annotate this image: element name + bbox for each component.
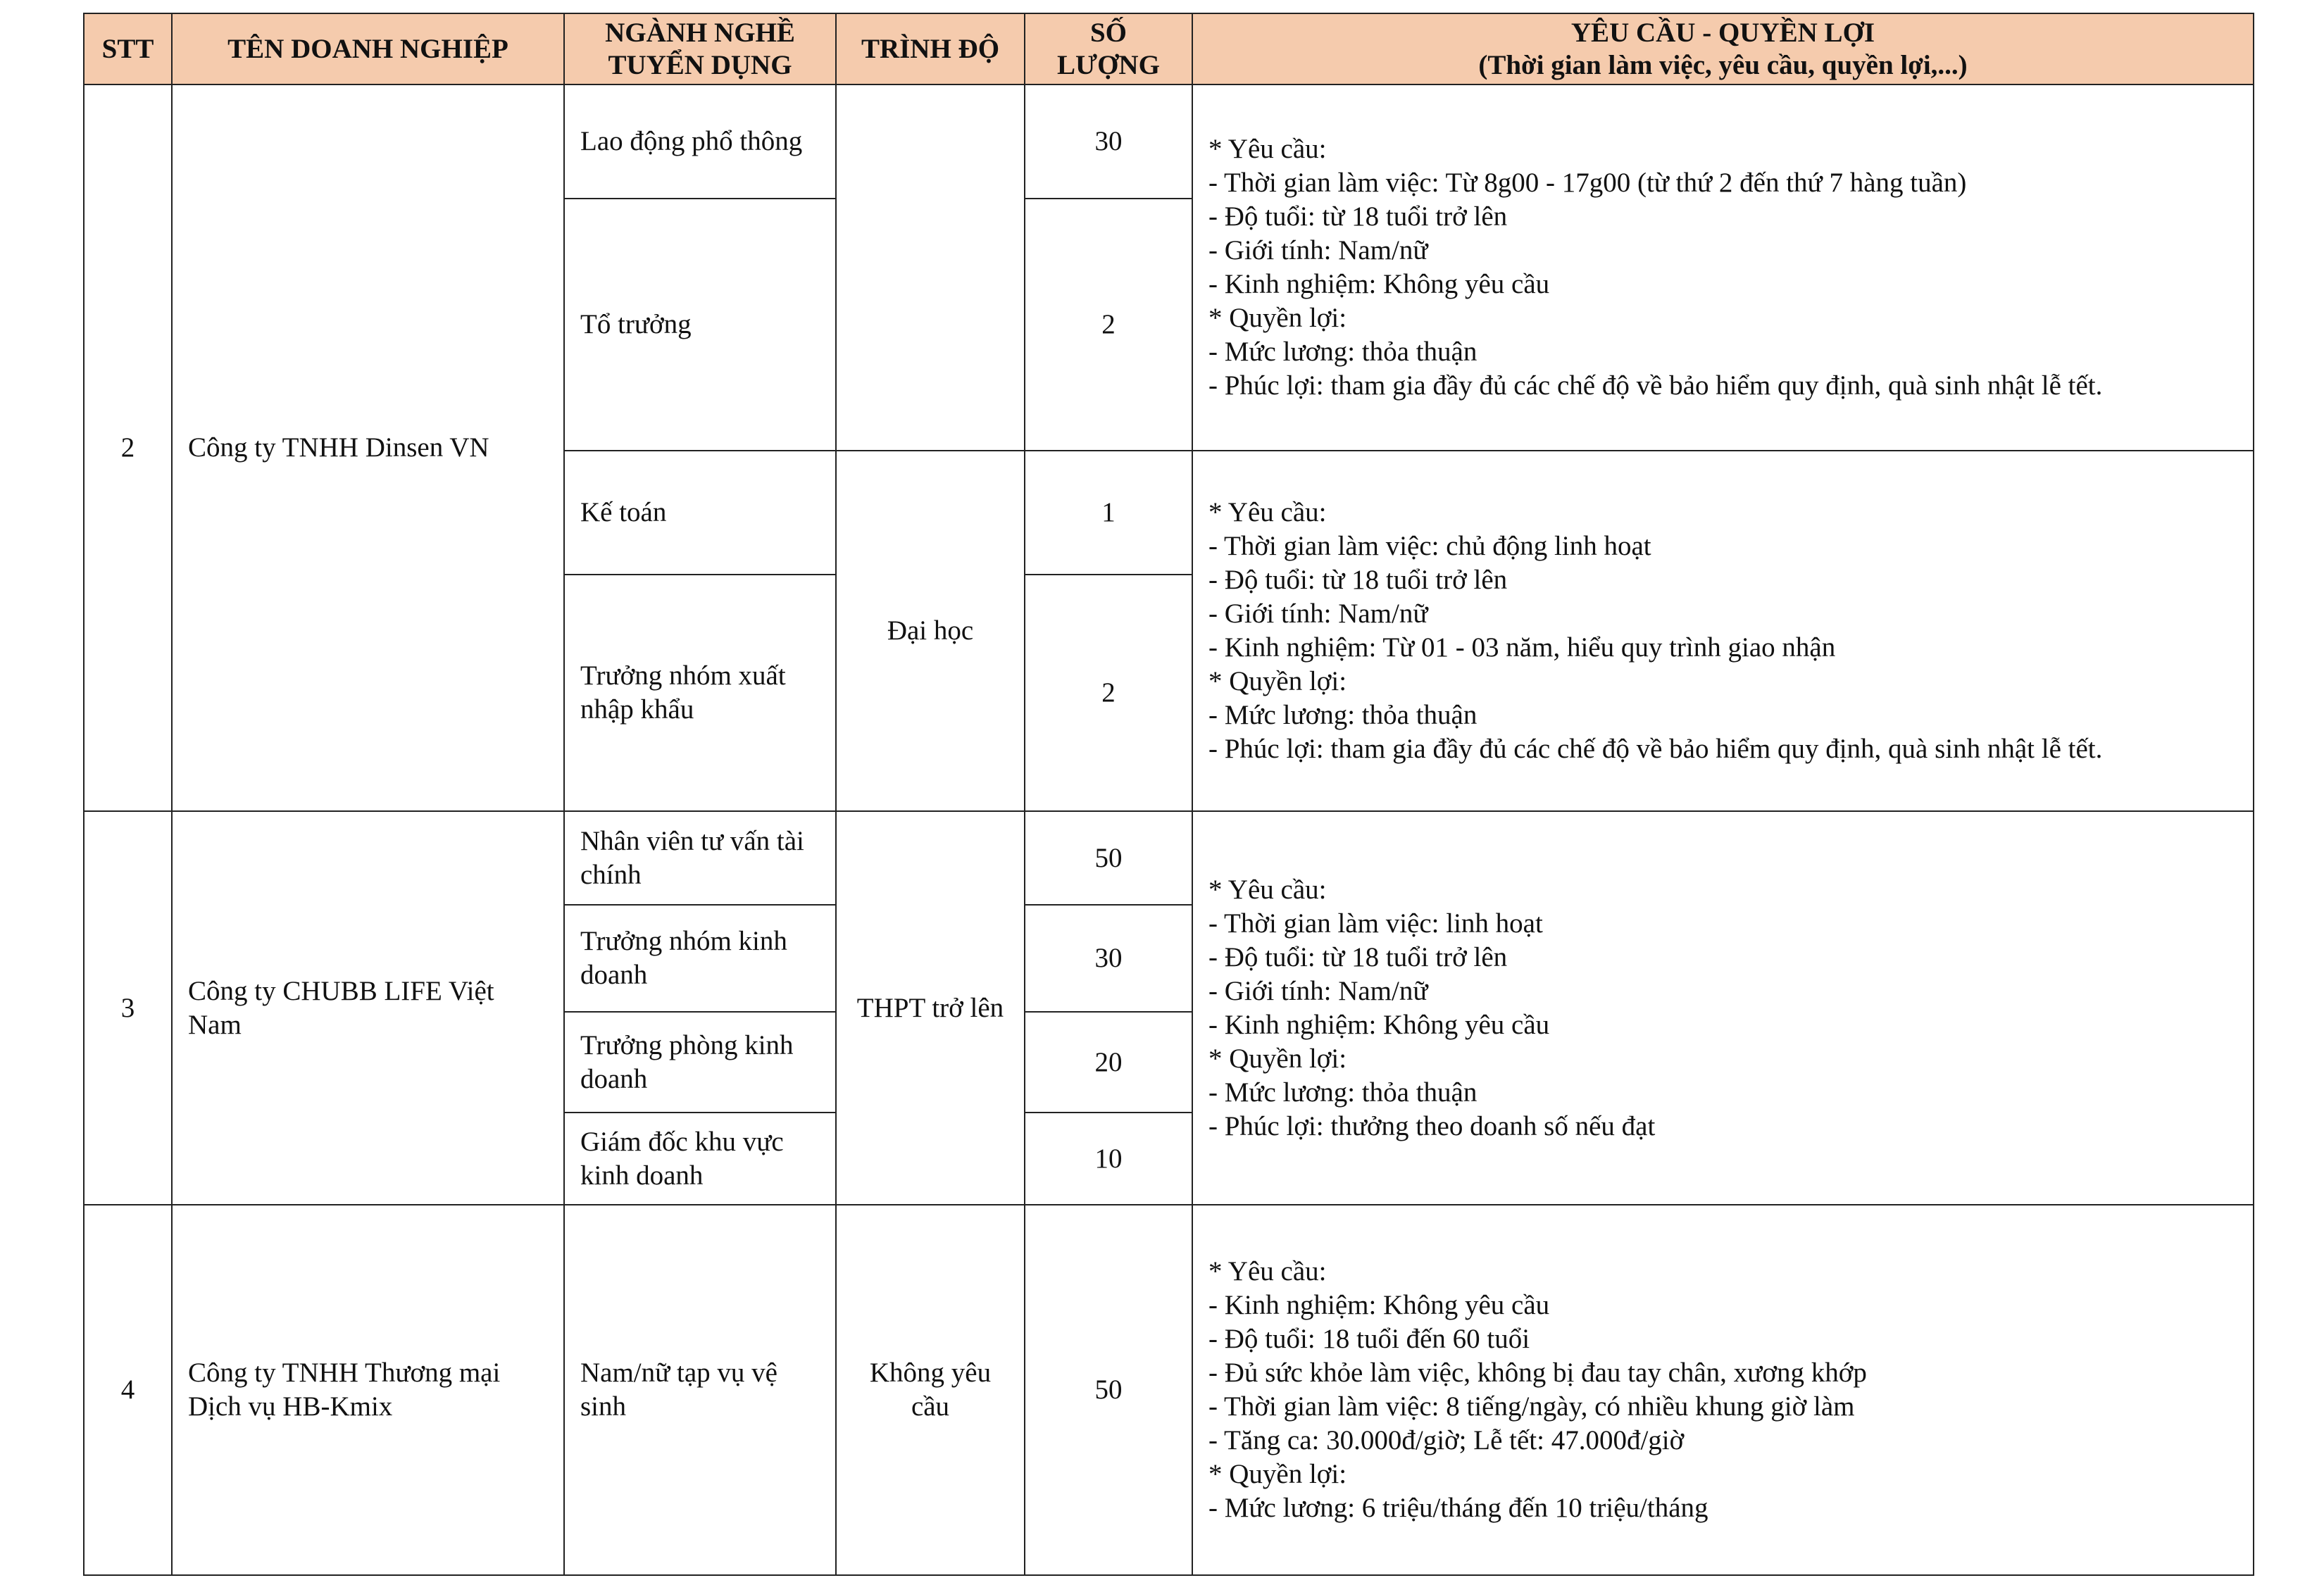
table-row xyxy=(84,811,2254,905)
stt-cell: 4 xyxy=(84,1205,172,1575)
job-title-cell: Lao động phổ thông xyxy=(564,84,836,199)
quantity-cell: 10 xyxy=(1025,1113,1192,1205)
header-requirements: YÊU CẦU - QUYỀN LỢI (Thời gian làm việc, yêu cầu, quyền lợi,...) xyxy=(1192,13,2254,84)
quantity-cell: 50 xyxy=(1025,811,1192,905)
quantity-cell: 50 xyxy=(1025,1205,1192,1575)
education-cell xyxy=(836,84,1025,451)
education-cell: Đại học xyxy=(836,451,1025,811)
job-title-cell: Nam/nữ tạp vụ vệ sinh xyxy=(564,1205,836,1575)
header-stt: STT xyxy=(84,13,172,84)
quantity-cell: 2 xyxy=(1025,199,1192,451)
company-name-cell: Công ty TNHH Thương mại Dịch vụ HB-Kmix xyxy=(172,1205,564,1575)
quantity-cell: 1 xyxy=(1025,451,1192,575)
job-title-cell: Kế toán xyxy=(564,451,836,575)
job-title-cell: Giám đốc khu vực kinh doanh xyxy=(564,1113,836,1205)
requirements-cell: * Yêu cầu: - Thời gian làm việc: linh hoạt - Độ tuổi: từ 18 tuổi trở lên - Giới tính: Nam/nữ - Kinh nghiệm: Không yêu cầu * Quyền lợi: - Mức lương: thỏa thuận - Phúc lợi: thưởng theo doanh số nếu đạt xyxy=(1192,811,2254,1205)
header-occupation: NGÀNH NGHỀ TUYỂN DỤNG xyxy=(564,13,836,84)
recruitment-table xyxy=(83,13,2254,1576)
company-name-cell: Công ty TNHH Dinsen VN xyxy=(172,84,564,811)
company-name-cell: Công ty CHUBB LIFE Việt Nam xyxy=(172,811,564,1205)
table-row xyxy=(84,84,2254,199)
job-title-cell: Trưởng phòng kinh doanh xyxy=(564,1012,836,1113)
header-company: TÊN DOANH NGHIỆP xyxy=(172,13,564,84)
header-quantity: SỐ LƯỢNG xyxy=(1025,13,1192,84)
education-cell: THPT trở lên xyxy=(836,811,1025,1205)
quantity-cell: 30 xyxy=(1025,905,1192,1012)
job-title-cell: Tổ trưởng xyxy=(564,199,836,451)
header-education: TRÌNH ĐỘ xyxy=(836,13,1025,84)
quantity-cell: 20 xyxy=(1025,1012,1192,1113)
education-cell: Không yêu cầu xyxy=(836,1205,1025,1575)
job-title-cell: Nhân viên tư vấn tài chính xyxy=(564,811,836,905)
stt-cell: 3 xyxy=(84,811,172,1205)
header-row xyxy=(84,13,2254,84)
quantity-cell: 30 xyxy=(1025,84,1192,199)
job-title-cell: Trưởng nhóm kinh doanh xyxy=(564,905,836,1012)
table-row xyxy=(84,1205,2254,1575)
stt-cell: 2 xyxy=(84,84,172,811)
requirements-cell: * Yêu cầu: - Thời gian làm việc: chủ động linh hoạt - Độ tuổi: từ 18 tuổi trở lên - Giới tính: Nam/nữ - Kinh nghiệm: Từ 01 - 03 năm, hiểu quy trình giao nhận * Quyền lợi: - Mức lương: thỏa thuận - Phúc lợi: tham gia đầy đủ các chế độ về bảo hiểm quy định, quà sinh nhật lễ tết. xyxy=(1192,451,2254,811)
quantity-cell: 2 xyxy=(1025,575,1192,811)
requirements-cell: * Yêu cầu: - Thời gian làm việc: Từ 8g00 - 17g00 (từ thứ 2 đến thứ 7 hàng tuần) - Độ tuổi: từ 18 tuổi trở lên - Giới tính: Nam/nữ - Kinh nghiệm: Không yêu cầu * Quyền lợi: - Mức lương: thỏa thuận - Phúc lợi: tham gia đầy đủ các chế độ về bảo hiểm quy định, quà sinh nhật lễ tết. xyxy=(1192,84,2254,451)
requirements-cell: * Yêu cầu: - Kinh nghiệm: Không yêu cầu - Độ tuổi: 18 tuổi đến 60 tuổi - Đủ sức khỏe làm việc, không bị đau tay chân, xương khớp - Thời gian làm việc: 8 tiếng/ngày, có nhiều khung giờ làm - Tăng ca: 30.000đ/giờ; Lễ tết: 47.000đ/giờ * Quyền lợi: - Mức lương: 6 triệu/tháng đến 10 triệu/tháng xyxy=(1192,1205,2254,1575)
job-title-cell: Trưởng nhóm xuất nhập khẩu xyxy=(564,575,836,811)
